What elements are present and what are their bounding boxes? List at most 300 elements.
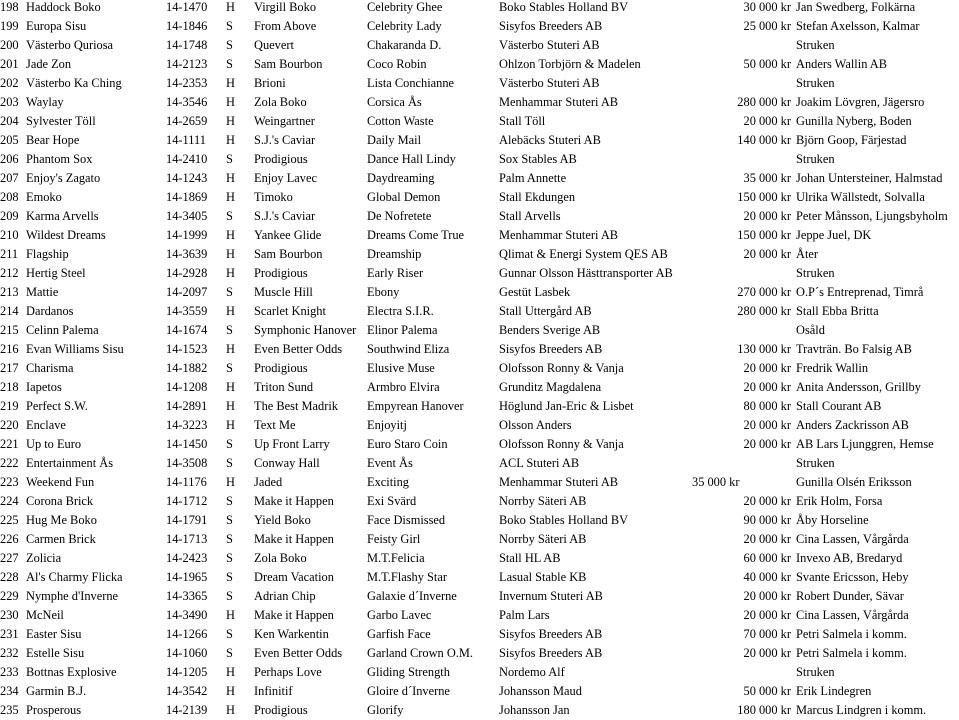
sale-price: 35 000 kr: [692, 475, 740, 489]
sex-code: H: [226, 133, 235, 147]
catalog-number: 215: [0, 323, 19, 337]
horse-name: Charisma: [26, 361, 74, 375]
sire-name: Virgill Boko: [254, 0, 317, 14]
sale-price: 80 000 kr: [743, 399, 791, 413]
registration-number: 14-1869: [166, 190, 208, 204]
result-row: [0, 416, 959, 435]
sex-code: H: [226, 114, 235, 128]
seller-name: Västerbo Stuteri AB: [499, 38, 600, 52]
sex-code: H: [226, 342, 235, 356]
sire-name: Up Front Larry: [254, 437, 330, 451]
seller-name: Palm Lars: [499, 608, 550, 622]
sire-name: S.J.'s Caviar: [254, 209, 316, 223]
registration-number: 14-2353: [166, 76, 208, 90]
registration-number: 14-1111: [166, 133, 206, 147]
sale-price: 25 000 kr: [743, 19, 791, 33]
seller-name: Sisyfos Breeders AB: [499, 627, 603, 641]
sale-price: 20 000 kr: [743, 380, 791, 394]
buyer-name: Struken: [796, 266, 835, 280]
seller-name: Gestüt Lasbek: [499, 285, 571, 299]
horse-name: Bear Hope: [26, 133, 80, 147]
horse-name: Phantom Sox: [26, 152, 93, 166]
dam-name: M.T.Felicia: [367, 551, 425, 565]
sale-price: 270 000 kr: [737, 285, 791, 299]
buyer-name: Struken: [796, 456, 835, 470]
buyer-name: Travträn. Bo Falsig AB: [796, 342, 912, 356]
sale-price: 50 000 kr: [743, 684, 791, 698]
sire-name: Conway Hall: [254, 456, 320, 470]
horse-name: Estelle Sisu: [26, 646, 85, 660]
catalog-number: 203: [0, 95, 19, 109]
horse-name: Bottnas Explosive: [26, 665, 117, 679]
sex-code: S: [226, 532, 233, 546]
catalog-number: 226: [0, 532, 19, 546]
sire-name: Sam Bourbon: [254, 247, 323, 261]
result-row: [0, 492, 959, 511]
seller-name: Ohlzon Torbjörn & Madelen: [499, 57, 641, 71]
seller-name: Grunditz Magdalena: [499, 380, 602, 394]
sex-code: H: [226, 228, 235, 242]
sex-code: H: [226, 266, 235, 280]
result-row: [0, 663, 959, 682]
sire-name: Prodigious: [254, 361, 308, 375]
sale-price: 140 000 kr: [737, 133, 791, 147]
dam-name: Daydreaming: [367, 171, 435, 185]
seller-name: Invernum Stuteri AB: [499, 589, 603, 603]
seller-name: Johansson Jan: [499, 703, 570, 717]
horse-name: Garmin B.J.: [26, 684, 87, 698]
result-row: [0, 625, 959, 644]
dam-name: Garland Crown O.M.: [367, 646, 473, 660]
catalog-number: 209: [0, 209, 19, 223]
seller-name: Stall Uttergård AB: [499, 304, 592, 318]
registration-number: 14-2097: [166, 285, 208, 299]
sale-price: 20 000 kr: [743, 361, 791, 375]
buyer-name: Johan Untersteiner, Halmstad: [796, 171, 943, 185]
seller-name: Sisyfos Breeders AB: [499, 646, 603, 660]
dam-name: Armbro Elvira: [367, 380, 440, 394]
sire-name: Sam Bourbon: [254, 57, 323, 71]
result-row: [0, 131, 959, 150]
sex-code: S: [226, 456, 233, 470]
sire-name: From Above: [254, 19, 317, 33]
seller-name: Sisyfos Breeders AB: [499, 19, 603, 33]
horse-name: Waylay: [26, 95, 64, 109]
buyer-name: Cina Lassen, Vårgårda: [796, 608, 909, 622]
catalog-number: 206: [0, 152, 19, 166]
registration-number: 14-3559: [166, 304, 208, 318]
result-row: [0, 0, 959, 17]
sex-code: S: [226, 152, 233, 166]
seller-name: Boko Stables Holland BV: [499, 0, 629, 14]
horse-name: Easter Sisu: [26, 627, 82, 641]
seller-name: Alebäcks Stuteri AB: [499, 133, 601, 147]
horse-name: Mattie: [26, 285, 59, 299]
seller-name: ACL Stuteri AB: [499, 456, 580, 470]
dam-name: Coco Robin: [367, 57, 427, 71]
horse-name: Enjoy's Zagato: [26, 171, 101, 185]
sire-name: S.J.'s Caviar: [254, 133, 316, 147]
dam-name: Electra S.I.R.: [367, 304, 434, 318]
catalog-number: 201: [0, 57, 19, 71]
sex-code: H: [226, 665, 235, 679]
dam-name: Elinor Palema: [367, 323, 438, 337]
seller-name: Norrby Säteri AB: [499, 494, 587, 508]
seller-name: Johansson Maud: [499, 684, 582, 698]
horse-name: Up to Euro: [26, 437, 82, 451]
sale-price: 20 000 kr: [743, 532, 791, 546]
buyer-name: Gunilla Nyberg, Boden: [796, 114, 912, 128]
sire-name: Enjoy Lavec: [254, 171, 317, 185]
registration-number: 14-1523: [166, 342, 208, 356]
result-row: [0, 207, 959, 226]
catalog-number: 222: [0, 456, 19, 470]
horse-name: Västerbo Quriosa: [26, 38, 114, 52]
dam-name: Chakaranda D.: [367, 38, 442, 52]
registration-number: 14-1266: [166, 627, 208, 641]
dam-name: Enjoyitj: [367, 418, 407, 432]
registration-number: 14-1791: [166, 513, 208, 527]
sex-code: H: [226, 475, 235, 489]
horse-name: Hug Me Boko: [26, 513, 97, 527]
catalog-number: 212: [0, 266, 19, 280]
horse-name: Al's Charmy Flicka: [26, 570, 123, 584]
registration-number: 14-2891: [166, 399, 208, 413]
sex-code: S: [226, 57, 233, 71]
sex-code: S: [226, 627, 233, 641]
catalog-number: 235: [0, 703, 19, 717]
catalog-number: 211: [0, 247, 19, 261]
horse-name: Dardanos: [26, 304, 74, 318]
sire-name: Jaded: [254, 475, 283, 489]
horse-name: Zolicia: [26, 551, 62, 565]
catalog-number: 216: [0, 342, 19, 356]
sire-name: Perhaps Love: [254, 665, 322, 679]
sex-code: H: [226, 171, 235, 185]
catalog-number: 208: [0, 190, 19, 204]
result-row: [0, 226, 959, 245]
seller-name: Menhammar Stuteri AB: [499, 475, 619, 489]
buyer-name: Anita Andersson, Grillby: [796, 380, 921, 394]
result-row: [0, 17, 959, 36]
registration-number: 14-1470: [166, 0, 208, 14]
buyer-name: Struken: [796, 76, 835, 90]
registration-number: 14-3546: [166, 95, 208, 109]
sex-code: S: [226, 589, 233, 603]
sire-name: Ken Warkentin: [254, 627, 329, 641]
catalog-number: 224: [0, 494, 19, 508]
sex-code: H: [226, 684, 235, 698]
horse-name: Wildest Dreams: [26, 228, 106, 242]
dam-name: Gloire d´Inverne: [367, 684, 450, 698]
horse-name: Prosperous: [26, 703, 82, 717]
dam-name: Celebrity Ghee: [367, 0, 443, 14]
buyer-name: Joakim Lövgren, Jägersro: [796, 95, 925, 109]
result-row: [0, 169, 959, 188]
sex-code: S: [226, 646, 233, 660]
registration-number: 14-3223: [166, 418, 208, 432]
catalog-number: 233: [0, 665, 19, 679]
sex-code: S: [226, 323, 233, 337]
buyer-name: Anders Wallin AB: [796, 57, 888, 71]
result-row: [0, 150, 959, 169]
result-row: [0, 435, 959, 454]
catalog-number: 234: [0, 684, 19, 698]
seller-name: Sisyfos Breeders AB: [499, 342, 603, 356]
sire-name: Infinitif: [254, 684, 293, 698]
sale-price: 150 000 kr: [737, 190, 791, 204]
sire-name: Scarlet Knight: [254, 304, 326, 318]
buyer-name: Robert Dunder, Sävar: [796, 589, 904, 603]
result-row: [0, 549, 959, 568]
dam-name: Global Demon: [367, 190, 441, 204]
result-row: [0, 454, 959, 473]
result-row: [0, 473, 959, 492]
buyer-name: Marcus Lindgren i komm.: [796, 703, 927, 717]
sale-price: 60 000 kr: [743, 551, 791, 565]
dam-name: Euro Staro Coin: [367, 437, 448, 451]
result-row: [0, 340, 959, 359]
dam-name: Garfish Face: [367, 627, 431, 641]
seller-name: Benders Sverige AB: [499, 323, 601, 337]
buyer-name: AB Lars Ljunggren, Hemse: [796, 437, 934, 451]
sex-code: H: [226, 608, 235, 622]
sire-name: Zola Boko: [254, 95, 307, 109]
seller-name: Lasual Stable KB: [499, 570, 587, 584]
sex-code: S: [226, 19, 233, 33]
horse-name: Celinn Palema: [26, 323, 99, 337]
buyer-name: O.P´s Entreprenad, Timrå: [796, 285, 924, 299]
dam-name: Exi Svärd: [367, 494, 417, 508]
seller-name: Nordemo Alf: [499, 665, 565, 679]
sale-price: 280 000 kr: [737, 95, 791, 109]
seller-name: Menhammar Stuteri AB: [499, 228, 619, 242]
result-row: [0, 378, 959, 397]
horse-name: Europa Sisu: [26, 19, 87, 33]
catalog-number: 232: [0, 646, 19, 660]
registration-number: 14-3490: [166, 608, 208, 622]
dam-name: Corsica Ås: [367, 95, 422, 109]
seller-name: Palm Annette: [499, 171, 567, 185]
dam-name: Celebrity Lady: [367, 19, 442, 33]
registration-number: 14-1748: [166, 38, 208, 52]
result-row: [0, 397, 959, 416]
sire-name: Symphonic Hanover: [254, 323, 357, 337]
sex-code: S: [226, 494, 233, 508]
horse-name: Haddock Boko: [26, 0, 101, 14]
result-row: [0, 36, 959, 55]
dam-name: Glorify: [367, 703, 404, 717]
dam-name: Daily Mail: [367, 133, 422, 147]
horse-name: Sylvester Töll: [26, 114, 96, 128]
sale-price: 20 000 kr: [743, 437, 791, 451]
horse-name: Enclave: [26, 418, 66, 432]
buyer-name: Osåld: [796, 323, 825, 337]
dam-name: Dreams Come True: [367, 228, 465, 242]
catalog-number: 210: [0, 228, 19, 242]
dam-name: Cotton Waste: [367, 114, 434, 128]
buyer-name: Erik Lindegren: [796, 684, 872, 698]
buyer-name: Cina Lassen, Vårgårda: [796, 532, 909, 546]
result-row: [0, 74, 959, 93]
catalog-number: 218: [0, 380, 19, 394]
registration-number: 14-1674: [166, 323, 208, 337]
sex-code: H: [226, 418, 235, 432]
sale-price: 180 000 kr: [737, 703, 791, 717]
seller-name: Olofsson Ronny & Vanja: [499, 437, 624, 451]
result-row: [0, 701, 959, 720]
sire-name: Yankee Glide: [254, 228, 322, 242]
registration-number: 14-1712: [166, 494, 208, 508]
catalog-number: 227: [0, 551, 19, 565]
sire-name: Triton Sund: [254, 380, 314, 394]
seller-name: Gunnar Olsson Hästtransporter AB: [499, 266, 673, 280]
sex-code: H: [226, 399, 235, 413]
sex-code: H: [226, 95, 235, 109]
sex-code: H: [226, 247, 235, 261]
catalog-number: 198: [0, 0, 19, 14]
horse-name: Carmen Brick: [26, 532, 96, 546]
registration-number: 14-3542: [166, 684, 208, 698]
sale-price: 30 000 kr: [743, 0, 791, 14]
buyer-name: Jan Swedberg, Folkärna: [796, 0, 916, 14]
catalog-number: 213: [0, 285, 19, 299]
catalog-number: 204: [0, 114, 19, 128]
sale-price: 40 000 kr: [743, 570, 791, 584]
catalog-number: 220: [0, 418, 19, 432]
registration-number: 14-1060: [166, 646, 208, 660]
sex-code: H: [226, 304, 235, 318]
buyer-name: Ulrika Wällstedt, Solvalla: [796, 190, 925, 204]
seller-name: Boko Stables Holland BV: [499, 513, 629, 527]
catalog-number: 217: [0, 361, 19, 375]
sale-price: 20 000 kr: [743, 608, 791, 622]
result-row: [0, 264, 959, 283]
dam-name: Dance Hall Lindy: [367, 152, 456, 166]
dam-name: Empyrean Hanover: [367, 399, 464, 413]
sire-name: Prodigious: [254, 266, 308, 280]
catalog-number: 229: [0, 589, 19, 603]
sale-price: 20 000 kr: [743, 418, 791, 432]
dam-name: De Nofretete: [367, 209, 432, 223]
sex-code: S: [226, 285, 233, 299]
buyer-name: Struken: [796, 665, 835, 679]
buyer-name: Svante Ericsson, Heby: [796, 570, 909, 584]
catalog-number: 214: [0, 304, 19, 318]
seller-name: Stall Arvells: [499, 209, 561, 223]
seller-name: Menhammar Stuteri AB: [499, 95, 619, 109]
sire-name: Zola Boko: [254, 551, 307, 565]
sex-code: H: [226, 76, 235, 90]
sex-code: S: [226, 570, 233, 584]
buyer-name: Peter Månsson, Ljungsbyholm: [796, 209, 948, 223]
catalog-number: 205: [0, 133, 19, 147]
sex-code: H: [226, 703, 235, 717]
catalog-number: 207: [0, 171, 19, 185]
registration-number: 14-1999: [166, 228, 208, 242]
result-row: [0, 245, 959, 264]
seller-name: Olofsson Ronny & Vanja: [499, 361, 624, 375]
registration-number: 14-2139: [166, 703, 208, 717]
sire-name: Yield Boko: [254, 513, 311, 527]
sire-name: Adrian Chip: [254, 589, 316, 603]
registration-number: 14-3508: [166, 456, 208, 470]
sire-name: Dream Vacation: [254, 570, 334, 584]
catalog-number: 225: [0, 513, 19, 527]
catalog-number: 221: [0, 437, 19, 451]
sire-name: Make it Happen: [254, 608, 334, 622]
sire-name: Even Better Odds: [254, 342, 343, 356]
result-row: [0, 530, 959, 549]
buyer-name: Åby Horseline: [796, 513, 869, 527]
dam-name: Gliding Strength: [367, 665, 450, 679]
seller-name: Sox Stables AB: [499, 152, 577, 166]
horse-name: Weekend Fun: [26, 475, 95, 489]
result-row: [0, 321, 959, 340]
registration-number: 14-3365: [166, 589, 208, 603]
result-row: [0, 644, 959, 663]
dam-name: Face Dismissed: [367, 513, 446, 527]
sire-name: Muscle Hill: [254, 285, 313, 299]
registration-number: 14-1450: [166, 437, 208, 451]
seller-name: Stall Töll: [499, 114, 546, 128]
dam-name: Early Riser: [367, 266, 424, 280]
buyer-name: Struken: [796, 152, 835, 166]
catalog-number: 200: [0, 38, 19, 52]
horse-name: Entertainment Ås: [26, 456, 114, 470]
dam-name: Elusive Muse: [367, 361, 435, 375]
sale-price: 70 000 kr: [743, 627, 791, 641]
sire-name: Prodigious: [254, 152, 308, 166]
registration-number: 14-1205: [166, 665, 208, 679]
buyer-name: Struken: [796, 38, 835, 52]
sale-price: 20 000 kr: [743, 646, 791, 660]
sire-name: Text Me: [254, 418, 296, 432]
registration-number: 14-1243: [166, 171, 208, 185]
horse-name: Hertig Steel: [26, 266, 86, 280]
sale-price: 90 000 kr: [743, 513, 791, 527]
sire-name: Even Better Odds: [254, 646, 343, 660]
result-row: [0, 283, 959, 302]
horse-name: Jade Zon: [26, 57, 72, 71]
registration-number: 14-1846: [166, 19, 208, 33]
catalog-number: 231: [0, 627, 19, 641]
registration-number: 14-1882: [166, 361, 208, 375]
dam-name: Exciting: [367, 475, 409, 489]
registration-number: 14-1176: [166, 475, 207, 489]
result-row: [0, 511, 959, 530]
result-row: [0, 606, 959, 625]
catalog-number: 223: [0, 475, 19, 489]
sale-price: 20 000 kr: [743, 494, 791, 508]
sex-code: S: [226, 551, 233, 565]
buyer-name: Stall Ebba Britta: [796, 304, 879, 318]
sale-price: 20 000 kr: [743, 247, 791, 261]
registration-number: 14-1208: [166, 380, 208, 394]
horse-name: McNeil: [26, 608, 64, 622]
registration-number: 14-1713: [166, 532, 208, 546]
horse-name: Emoko: [26, 190, 62, 204]
seller-name: Höglund Jan-Eric & Lisbet: [499, 399, 634, 413]
sex-code: S: [226, 361, 233, 375]
sire-name: Quevert: [254, 38, 294, 52]
result-row: [0, 359, 959, 378]
result-row: [0, 682, 959, 701]
buyer-name: Jeppe Juel, DK: [796, 228, 872, 242]
buyer-name: Invexo AB, Bredaryd: [796, 551, 903, 565]
dam-name: Ebony: [367, 285, 400, 299]
buyer-name: Erik Holm, Forsa: [796, 494, 883, 508]
